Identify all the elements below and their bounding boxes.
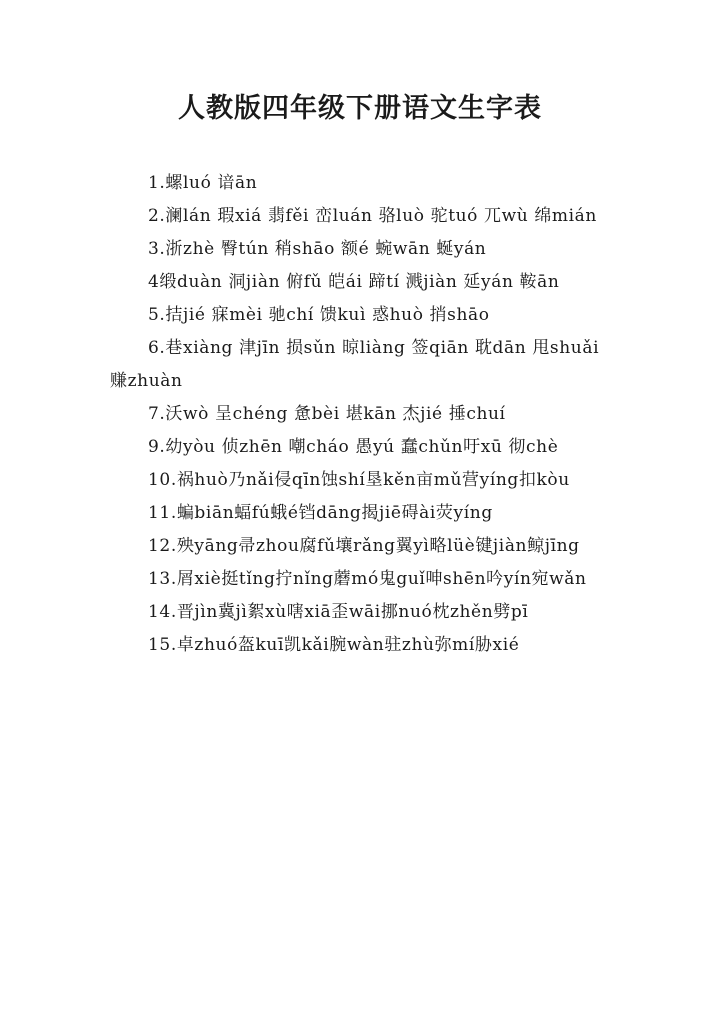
list-item: 10.祸huò乃nǎi侵qīn蚀shí垦kěn亩mǔ营yíng扣kòu — [148, 470, 570, 490]
list-item: 7.沃wò 呈chéng 惫bèi 堪kān 杰jié 捶chuí — [148, 404, 506, 424]
list-item: 5.拮jié 寐mèi 驰chí 馈kuì 惑huò 捎shāo — [148, 305, 490, 325]
list-item: 14.晋jìn冀jì絮xù嗐xiā歪wāi挪nuó枕zhěn劈pī — [148, 602, 529, 622]
list-item: 15.卓zhuó盔kuī凯kǎi腕wàn驻zhù弥mí胁xié — [148, 635, 520, 655]
page-title: 人教版四年级下册语文生字表 — [178, 93, 542, 124]
list-item: 1.螺luó 谙ān — [148, 173, 258, 193]
character-list — [110, 167, 610, 662]
list-item: 11.蝙biān蝠fú蛾é铛dāng揭jiē碍ài荧yíng — [148, 503, 493, 523]
list-item: 3.浙zhè 臀tún 稍shāo 额é 蜿wān 蜒yán — [148, 239, 487, 259]
list-item: 12.殃yāng帚zhou腐fǔ壤rǎng翼yì略lüè键jiàn鲸jīng — [148, 536, 580, 556]
list-item: 9.幼yòu 侦zhēn 嘲cháo 愚yú 蠢chǔn吁xū 彻chè — [148, 437, 559, 457]
list-item: 13.屑xiè挺tǐng拧nǐng蘑mó鬼guǐ呻shēn吟yín宛wǎn — [148, 569, 587, 589]
list-item: 4缎duàn 洞jiàn 俯fǔ 皑ái 蹄tí 溅jiàn 延yán 鞍ān — [148, 272, 560, 292]
list-item: 6.巷xiàng 津jīn 损sǔn 晾liàng 签qiān 耽dān 甩shuǎi 赚zhuàn — [110, 338, 600, 391]
list-item: 2.澜lán 瑕xiá 翡fěi 峦luán 骆luò 驼tuó 兀wù 绵mián — [148, 206, 597, 226]
